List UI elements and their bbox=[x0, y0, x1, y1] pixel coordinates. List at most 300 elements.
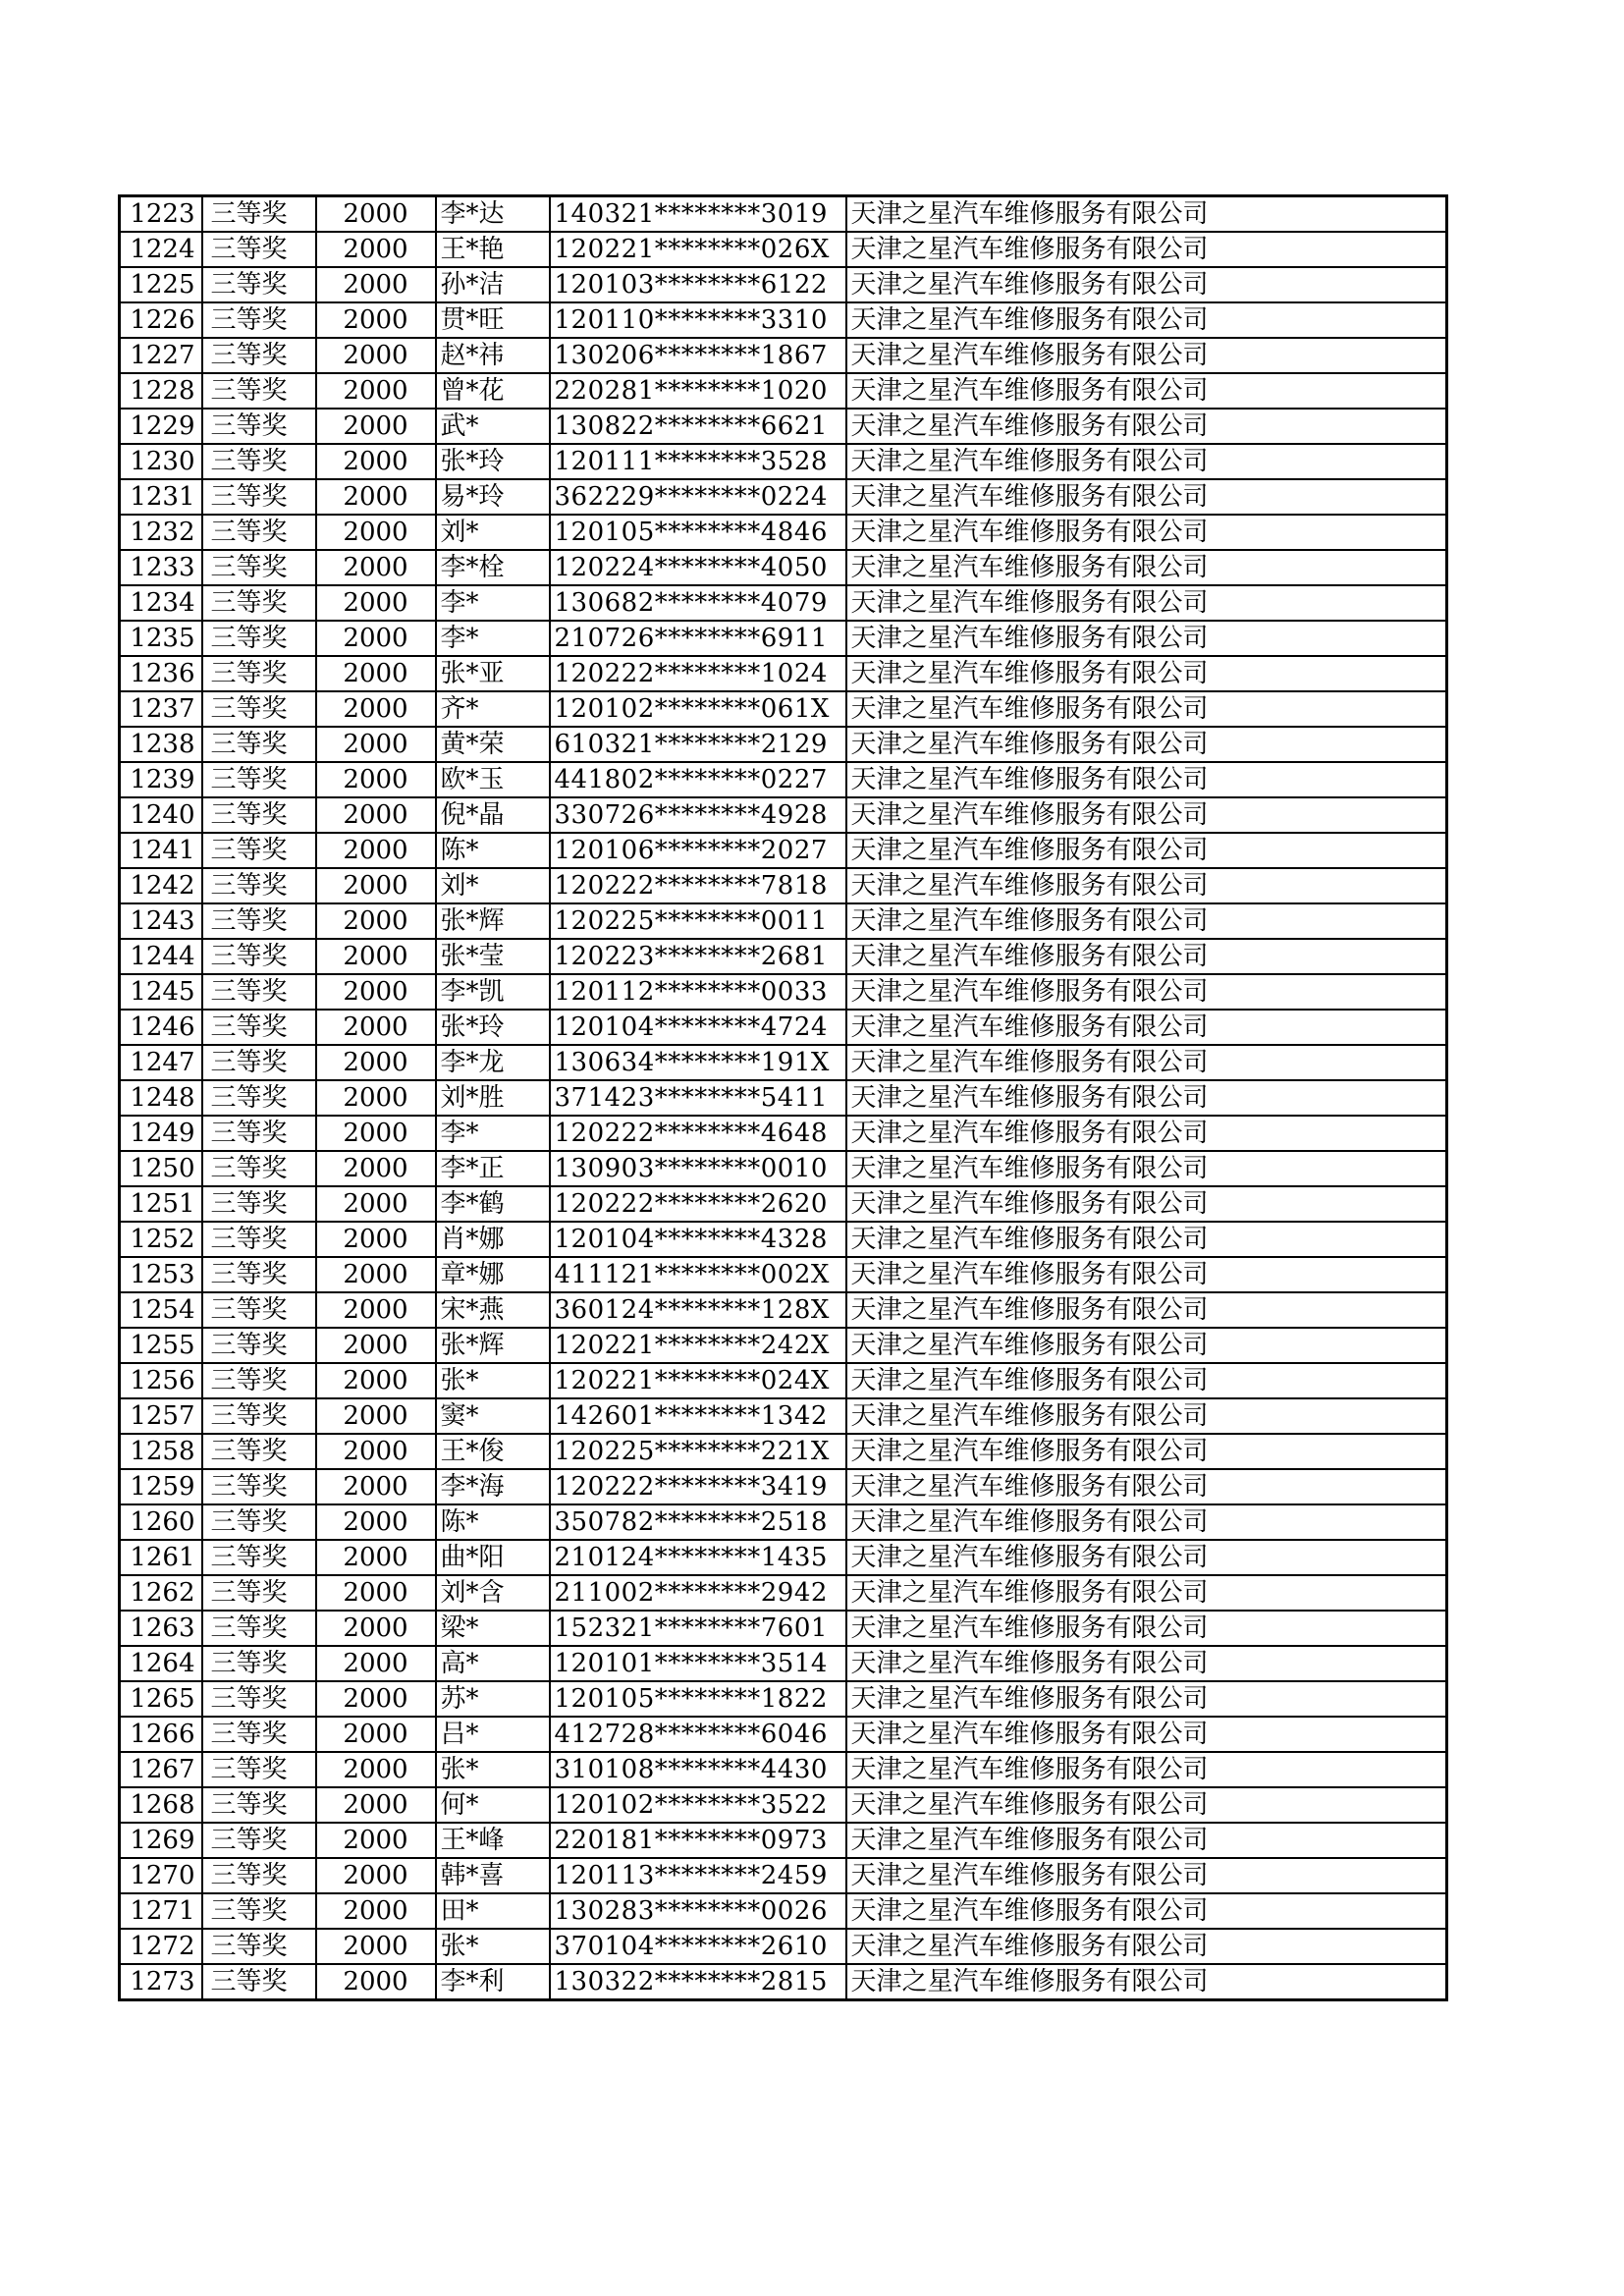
name-cell: 李*凯 bbox=[436, 974, 550, 1010]
amount-cell: 2000 bbox=[316, 1611, 436, 1646]
id-number-cell: 130634********191X bbox=[550, 1045, 846, 1080]
company-cell: 天津之星汽车维修服务有限公司 bbox=[846, 1787, 1447, 1823]
name-cell: 李* bbox=[436, 621, 550, 656]
award-level-cell: 三等奖 bbox=[202, 1222, 316, 1257]
id-number-cell: 220281********1020 bbox=[550, 373, 846, 409]
award-level-cell: 三等奖 bbox=[202, 868, 316, 903]
company-cell: 天津之星汽车维修服务有限公司 bbox=[846, 656, 1447, 691]
award-level-cell: 三等奖 bbox=[202, 479, 316, 515]
company-cell: 天津之星汽车维修服务有限公司 bbox=[846, 1363, 1447, 1398]
company-cell: 天津之星汽车维修服务有限公司 bbox=[846, 1257, 1447, 1292]
table-row bbox=[120, 1398, 1447, 1434]
id-number-cell: 370104********2610 bbox=[550, 1929, 846, 1964]
table-row bbox=[120, 232, 1447, 267]
id-number-cell: 120105********1822 bbox=[550, 1681, 846, 1717]
amount-cell: 2000 bbox=[316, 1964, 436, 2000]
award-level-cell: 三等奖 bbox=[202, 691, 316, 727]
name-cell: 韩*喜 bbox=[436, 1858, 550, 1893]
id-number-cell: 130903********0010 bbox=[550, 1151, 846, 1186]
row-number-cell: 1239 bbox=[120, 762, 202, 797]
name-cell: 刘* bbox=[436, 515, 550, 550]
award-level-cell: 三等奖 bbox=[202, 1611, 316, 1646]
name-cell: 王*艳 bbox=[436, 232, 550, 267]
table-row bbox=[120, 833, 1447, 868]
row-number-cell: 1229 bbox=[120, 409, 202, 444]
amount-cell: 2000 bbox=[316, 1540, 436, 1575]
award-level-cell: 三等奖 bbox=[202, 515, 316, 550]
row-number-cell: 1225 bbox=[120, 267, 202, 302]
award-level-cell: 三等奖 bbox=[202, 196, 316, 233]
id-number-cell: 130822********6621 bbox=[550, 409, 846, 444]
table-row bbox=[120, 1893, 1447, 1929]
company-cell: 天津之星汽车维修服务有限公司 bbox=[846, 1080, 1447, 1116]
id-number-cell: 610321********2129 bbox=[550, 727, 846, 762]
amount-cell: 2000 bbox=[316, 1363, 436, 1398]
table-row bbox=[120, 903, 1447, 939]
table-row bbox=[120, 727, 1447, 762]
amount-cell: 2000 bbox=[316, 1717, 436, 1752]
row-number-cell: 1234 bbox=[120, 585, 202, 621]
amount-cell: 2000 bbox=[316, 550, 436, 585]
award-level-cell: 三等奖 bbox=[202, 833, 316, 868]
name-cell: 贯*旺 bbox=[436, 302, 550, 338]
company-cell: 天津之星汽车维修服务有限公司 bbox=[846, 1540, 1447, 1575]
id-number-cell: 120222********7818 bbox=[550, 868, 846, 903]
name-cell: 肖*娜 bbox=[436, 1222, 550, 1257]
row-number-cell: 1238 bbox=[120, 727, 202, 762]
row-number-cell: 1255 bbox=[120, 1328, 202, 1363]
name-cell: 吕* bbox=[436, 1717, 550, 1752]
row-number-cell: 1250 bbox=[120, 1151, 202, 1186]
row-number-cell: 1254 bbox=[120, 1292, 202, 1328]
name-cell: 刘*含 bbox=[436, 1575, 550, 1611]
id-number-cell: 120225********221X bbox=[550, 1434, 846, 1469]
table-row bbox=[120, 1116, 1447, 1151]
award-level-cell: 三等奖 bbox=[202, 1186, 316, 1222]
table-row bbox=[120, 1964, 1447, 2000]
amount-cell: 2000 bbox=[316, 727, 436, 762]
amount-cell: 2000 bbox=[316, 373, 436, 409]
table-row bbox=[120, 1080, 1447, 1116]
amount-cell: 2000 bbox=[316, 1010, 436, 1045]
amount-cell: 2000 bbox=[316, 1222, 436, 1257]
id-number-cell: 120102********3522 bbox=[550, 1787, 846, 1823]
id-number-cell: 120225********0011 bbox=[550, 903, 846, 939]
award-level-cell: 三等奖 bbox=[202, 1292, 316, 1328]
name-cell: 李*达 bbox=[436, 196, 550, 233]
id-number-cell: 350782********2518 bbox=[550, 1504, 846, 1540]
row-number-cell: 1266 bbox=[120, 1717, 202, 1752]
company-cell: 天津之星汽车维修服务有限公司 bbox=[846, 409, 1447, 444]
table-row bbox=[120, 1151, 1447, 1186]
award-level-cell: 三等奖 bbox=[202, 1010, 316, 1045]
table-row bbox=[120, 444, 1447, 479]
winners-table bbox=[118, 194, 1448, 2001]
table-row bbox=[120, 585, 1447, 621]
company-cell: 天津之星汽车维修服务有限公司 bbox=[846, 1186, 1447, 1222]
table-row bbox=[120, 1858, 1447, 1893]
name-cell: 齐* bbox=[436, 691, 550, 727]
row-number-cell: 1273 bbox=[120, 1964, 202, 2000]
company-cell: 天津之星汽车维修服务有限公司 bbox=[846, 1752, 1447, 1787]
table-row bbox=[120, 1469, 1447, 1504]
award-level-cell: 三等奖 bbox=[202, 974, 316, 1010]
table-row bbox=[120, 1646, 1447, 1681]
award-level-cell: 三等奖 bbox=[202, 1116, 316, 1151]
table-row bbox=[120, 1681, 1447, 1717]
amount-cell: 2000 bbox=[316, 1434, 436, 1469]
name-cell: 窦* bbox=[436, 1398, 550, 1434]
id-number-cell: 120113********2459 bbox=[550, 1858, 846, 1893]
amount-cell: 2000 bbox=[316, 1292, 436, 1328]
award-level-cell: 三等奖 bbox=[202, 1151, 316, 1186]
row-number-cell: 1251 bbox=[120, 1186, 202, 1222]
company-cell: 天津之星汽车维修服务有限公司 bbox=[846, 833, 1447, 868]
award-level-cell: 三等奖 bbox=[202, 621, 316, 656]
company-cell: 天津之星汽车维修服务有限公司 bbox=[846, 1893, 1447, 1929]
row-number-cell: 1261 bbox=[120, 1540, 202, 1575]
row-number-cell: 1260 bbox=[120, 1504, 202, 1540]
company-cell: 天津之星汽车维修服务有限公司 bbox=[846, 1858, 1447, 1893]
award-level-cell: 三等奖 bbox=[202, 550, 316, 585]
amount-cell: 2000 bbox=[316, 1858, 436, 1893]
table-row bbox=[120, 1045, 1447, 1080]
row-number-cell: 1223 bbox=[120, 196, 202, 233]
row-number-cell: 1248 bbox=[120, 1080, 202, 1116]
id-number-cell: 120221********024X bbox=[550, 1363, 846, 1398]
award-level-cell: 三等奖 bbox=[202, 1717, 316, 1752]
id-number-cell: 130322********2815 bbox=[550, 1964, 846, 2000]
id-number-cell: 120221********242X bbox=[550, 1328, 846, 1363]
row-number-cell: 1241 bbox=[120, 833, 202, 868]
id-number-cell: 120222********2620 bbox=[550, 1186, 846, 1222]
company-cell: 天津之星汽车维修服务有限公司 bbox=[846, 1292, 1447, 1328]
amount-cell: 2000 bbox=[316, 656, 436, 691]
winners-table-body bbox=[120, 196, 1447, 2000]
name-cell: 张*亚 bbox=[436, 656, 550, 691]
row-number-cell: 1270 bbox=[120, 1858, 202, 1893]
award-level-cell: 三等奖 bbox=[202, 585, 316, 621]
id-number-cell: 120111********3528 bbox=[550, 444, 846, 479]
award-level-cell: 三等奖 bbox=[202, 1469, 316, 1504]
award-level-cell: 三等奖 bbox=[202, 1858, 316, 1893]
company-cell: 天津之星汽车维修服务有限公司 bbox=[846, 585, 1447, 621]
amount-cell: 2000 bbox=[316, 338, 436, 373]
company-cell: 天津之星汽车维修服务有限公司 bbox=[846, 515, 1447, 550]
award-level-cell: 三等奖 bbox=[202, 1398, 316, 1434]
table-row bbox=[120, 762, 1447, 797]
award-level-cell: 三等奖 bbox=[202, 1681, 316, 1717]
name-cell: 王*俊 bbox=[436, 1434, 550, 1469]
name-cell: 李*鹤 bbox=[436, 1186, 550, 1222]
name-cell: 李* bbox=[436, 1116, 550, 1151]
table-row bbox=[120, 974, 1447, 1010]
id-number-cell: 120112********0033 bbox=[550, 974, 846, 1010]
amount-cell: 2000 bbox=[316, 1257, 436, 1292]
table-row bbox=[120, 479, 1447, 515]
row-number-cell: 1263 bbox=[120, 1611, 202, 1646]
row-number-cell: 1231 bbox=[120, 479, 202, 515]
award-level-cell: 三等奖 bbox=[202, 1929, 316, 1964]
name-cell: 高* bbox=[436, 1646, 550, 1681]
company-cell: 天津之星汽车维修服务有限公司 bbox=[846, 1010, 1447, 1045]
table-row bbox=[120, 1292, 1447, 1328]
table-row bbox=[120, 621, 1447, 656]
table-row bbox=[120, 267, 1447, 302]
table-row bbox=[120, 656, 1447, 691]
amount-cell: 2000 bbox=[316, 1045, 436, 1080]
amount-cell: 2000 bbox=[316, 621, 436, 656]
name-cell: 李*栓 bbox=[436, 550, 550, 585]
name-cell: 李* bbox=[436, 585, 550, 621]
table-row bbox=[120, 515, 1447, 550]
row-number-cell: 1230 bbox=[120, 444, 202, 479]
amount-cell: 2000 bbox=[316, 1646, 436, 1681]
row-number-cell: 1243 bbox=[120, 903, 202, 939]
table-row bbox=[120, 1752, 1447, 1787]
id-number-cell: 441802********0227 bbox=[550, 762, 846, 797]
row-number-cell: 1271 bbox=[120, 1893, 202, 1929]
award-level-cell: 三等奖 bbox=[202, 656, 316, 691]
table-row bbox=[120, 1823, 1447, 1858]
award-level-cell: 三等奖 bbox=[202, 1504, 316, 1540]
id-number-cell: 120223********2681 bbox=[550, 939, 846, 974]
amount-cell: 2000 bbox=[316, 409, 436, 444]
company-cell: 天津之星汽车维修服务有限公司 bbox=[846, 550, 1447, 585]
id-number-cell: 120103********6122 bbox=[550, 267, 846, 302]
company-cell: 天津之星汽车维修服务有限公司 bbox=[846, 939, 1447, 974]
company-cell: 天津之星汽车维修服务有限公司 bbox=[846, 868, 1447, 903]
row-number-cell: 1264 bbox=[120, 1646, 202, 1681]
name-cell: 张* bbox=[436, 1752, 550, 1787]
name-cell: 倪*晶 bbox=[436, 797, 550, 833]
amount-cell: 2000 bbox=[316, 1116, 436, 1151]
company-cell: 天津之星汽车维修服务有限公司 bbox=[846, 232, 1447, 267]
amount-cell: 2000 bbox=[316, 797, 436, 833]
award-level-cell: 三等奖 bbox=[202, 939, 316, 974]
id-number-cell: 120105********4846 bbox=[550, 515, 846, 550]
amount-cell: 2000 bbox=[316, 1575, 436, 1611]
name-cell: 张* bbox=[436, 1929, 550, 1964]
name-cell: 梁* bbox=[436, 1611, 550, 1646]
name-cell: 赵*祎 bbox=[436, 338, 550, 373]
name-cell: 李*利 bbox=[436, 1964, 550, 2000]
id-number-cell: 210124********1435 bbox=[550, 1540, 846, 1575]
table-row bbox=[120, 691, 1447, 727]
id-number-cell: 371423********5411 bbox=[550, 1080, 846, 1116]
table-row bbox=[120, 1010, 1447, 1045]
amount-cell: 2000 bbox=[316, 1823, 436, 1858]
amount-cell: 2000 bbox=[316, 479, 436, 515]
name-cell: 刘* bbox=[436, 868, 550, 903]
name-cell: 孙*洁 bbox=[436, 267, 550, 302]
award-level-cell: 三等奖 bbox=[202, 1257, 316, 1292]
row-number-cell: 1253 bbox=[120, 1257, 202, 1292]
award-level-cell: 三等奖 bbox=[202, 727, 316, 762]
company-cell: 天津之星汽车维修服务有限公司 bbox=[846, 1434, 1447, 1469]
award-level-cell: 三等奖 bbox=[202, 1540, 316, 1575]
row-number-cell: 1244 bbox=[120, 939, 202, 974]
amount-cell: 2000 bbox=[316, 1398, 436, 1434]
award-level-cell: 三等奖 bbox=[202, 373, 316, 409]
row-number-cell: 1258 bbox=[120, 1434, 202, 1469]
table-row bbox=[120, 1717, 1447, 1752]
award-level-cell: 三等奖 bbox=[202, 1575, 316, 1611]
company-cell: 天津之星汽车维修服务有限公司 bbox=[846, 1222, 1447, 1257]
name-cell: 曲*阳 bbox=[436, 1540, 550, 1575]
award-level-cell: 三等奖 bbox=[202, 338, 316, 373]
name-cell: 张* bbox=[436, 1363, 550, 1398]
row-number-cell: 1242 bbox=[120, 868, 202, 903]
row-number-cell: 1265 bbox=[120, 1681, 202, 1717]
table-row bbox=[120, 939, 1447, 974]
id-number-cell: 120222********4648 bbox=[550, 1116, 846, 1151]
id-number-cell: 220181********0973 bbox=[550, 1823, 846, 1858]
row-number-cell: 1257 bbox=[120, 1398, 202, 1434]
row-number-cell: 1267 bbox=[120, 1752, 202, 1787]
amount-cell: 2000 bbox=[316, 974, 436, 1010]
table-row bbox=[120, 1540, 1447, 1575]
amount-cell: 2000 bbox=[316, 302, 436, 338]
company-cell: 天津之星汽车维修服务有限公司 bbox=[846, 1045, 1447, 1080]
name-cell: 何* bbox=[436, 1787, 550, 1823]
amount-cell: 2000 bbox=[316, 1893, 436, 1929]
table-row bbox=[120, 1434, 1447, 1469]
amount-cell: 2000 bbox=[316, 267, 436, 302]
company-cell: 天津之星汽车维修服务有限公司 bbox=[846, 1151, 1447, 1186]
table-row bbox=[120, 338, 1447, 373]
company-cell: 天津之星汽车维修服务有限公司 bbox=[846, 1681, 1447, 1717]
award-level-cell: 三等奖 bbox=[202, 267, 316, 302]
row-number-cell: 1256 bbox=[120, 1363, 202, 1398]
amount-cell: 2000 bbox=[316, 1929, 436, 1964]
amount-cell: 2000 bbox=[316, 691, 436, 727]
amount-cell: 2000 bbox=[316, 1787, 436, 1823]
award-level-cell: 三等奖 bbox=[202, 409, 316, 444]
company-cell: 天津之星汽车维修服务有限公司 bbox=[846, 974, 1447, 1010]
name-cell: 苏* bbox=[436, 1681, 550, 1717]
award-level-cell: 三等奖 bbox=[202, 797, 316, 833]
company-cell: 天津之星汽车维修服务有限公司 bbox=[846, 338, 1447, 373]
row-number-cell: 1262 bbox=[120, 1575, 202, 1611]
company-cell: 天津之星汽车维修服务有限公司 bbox=[846, 302, 1447, 338]
amount-cell: 2000 bbox=[316, 868, 436, 903]
id-number-cell: 211002********2942 bbox=[550, 1575, 846, 1611]
table-row bbox=[120, 1787, 1447, 1823]
id-number-cell: 130206********1867 bbox=[550, 338, 846, 373]
row-number-cell: 1233 bbox=[120, 550, 202, 585]
award-level-cell: 三等奖 bbox=[202, 1434, 316, 1469]
name-cell: 张*玲 bbox=[436, 1010, 550, 1045]
company-cell: 天津之星汽车维修服务有限公司 bbox=[846, 1611, 1447, 1646]
award-level-cell: 三等奖 bbox=[202, 1752, 316, 1787]
company-cell: 天津之星汽车维修服务有限公司 bbox=[846, 903, 1447, 939]
name-cell: 李*龙 bbox=[436, 1045, 550, 1080]
company-cell: 天津之星汽车维修服务有限公司 bbox=[846, 196, 1447, 233]
row-number-cell: 1228 bbox=[120, 373, 202, 409]
amount-cell: 2000 bbox=[316, 1681, 436, 1717]
company-cell: 天津之星汽车维修服务有限公司 bbox=[846, 1929, 1447, 1964]
award-level-cell: 三等奖 bbox=[202, 1328, 316, 1363]
table-row bbox=[120, 373, 1447, 409]
amount-cell: 2000 bbox=[316, 1151, 436, 1186]
row-number-cell: 1246 bbox=[120, 1010, 202, 1045]
award-level-cell: 三等奖 bbox=[202, 1045, 316, 1080]
id-number-cell: 362229********0224 bbox=[550, 479, 846, 515]
row-number-cell: 1272 bbox=[120, 1929, 202, 1964]
row-number-cell: 1237 bbox=[120, 691, 202, 727]
company-cell: 天津之星汽车维修服务有限公司 bbox=[846, 797, 1447, 833]
award-level-cell: 三等奖 bbox=[202, 444, 316, 479]
table-row bbox=[120, 1363, 1447, 1398]
id-number-cell: 310108********4430 bbox=[550, 1752, 846, 1787]
name-cell: 李*海 bbox=[436, 1469, 550, 1504]
award-level-cell: 三等奖 bbox=[202, 762, 316, 797]
company-cell: 天津之星汽车维修服务有限公司 bbox=[846, 1823, 1447, 1858]
company-cell: 天津之星汽车维修服务有限公司 bbox=[846, 1717, 1447, 1752]
company-cell: 天津之星汽车维修服务有限公司 bbox=[846, 691, 1447, 727]
company-cell: 天津之星汽车维修服务有限公司 bbox=[846, 1469, 1447, 1504]
name-cell: 黄*荣 bbox=[436, 727, 550, 762]
name-cell: 王*峰 bbox=[436, 1823, 550, 1858]
name-cell: 张*莹 bbox=[436, 939, 550, 974]
amount-cell: 2000 bbox=[316, 232, 436, 267]
row-number-cell: 1227 bbox=[120, 338, 202, 373]
table-row bbox=[120, 797, 1447, 833]
name-cell: 李*正 bbox=[436, 1151, 550, 1186]
row-number-cell: 1247 bbox=[120, 1045, 202, 1080]
id-number-cell: 130682********4079 bbox=[550, 585, 846, 621]
table-row bbox=[120, 1611, 1447, 1646]
row-number-cell: 1252 bbox=[120, 1222, 202, 1257]
amount-cell: 2000 bbox=[316, 444, 436, 479]
name-cell: 陈* bbox=[436, 1504, 550, 1540]
id-number-cell: 120106********2027 bbox=[550, 833, 846, 868]
amount-cell: 2000 bbox=[316, 762, 436, 797]
name-cell: 张*辉 bbox=[436, 903, 550, 939]
id-number-cell: 152321********7601 bbox=[550, 1611, 846, 1646]
award-level-cell: 三等奖 bbox=[202, 232, 316, 267]
row-number-cell: 1226 bbox=[120, 302, 202, 338]
table-row bbox=[120, 1328, 1447, 1363]
amount-cell: 2000 bbox=[316, 515, 436, 550]
row-number-cell: 1269 bbox=[120, 1823, 202, 1858]
award-level-cell: 三等奖 bbox=[202, 1787, 316, 1823]
row-number-cell: 1259 bbox=[120, 1469, 202, 1504]
amount-cell: 2000 bbox=[316, 1752, 436, 1787]
id-number-cell: 120104********4724 bbox=[550, 1010, 846, 1045]
table-row bbox=[120, 550, 1447, 585]
table-row bbox=[120, 1504, 1447, 1540]
id-number-cell: 120224********4050 bbox=[550, 550, 846, 585]
name-cell: 张*玲 bbox=[436, 444, 550, 479]
company-cell: 天津之星汽车维修服务有限公司 bbox=[846, 1398, 1447, 1434]
name-cell: 刘*胜 bbox=[436, 1080, 550, 1116]
id-number-cell: 120102********061X bbox=[550, 691, 846, 727]
award-level-cell: 三等奖 bbox=[202, 1823, 316, 1858]
id-number-cell: 360124********128X bbox=[550, 1292, 846, 1328]
company-cell: 天津之星汽车维修服务有限公司 bbox=[846, 373, 1447, 409]
award-level-cell: 三等奖 bbox=[202, 1080, 316, 1116]
id-number-cell: 120104********4328 bbox=[550, 1222, 846, 1257]
company-cell: 天津之星汽车维修服务有限公司 bbox=[846, 762, 1447, 797]
id-number-cell: 330726********4928 bbox=[550, 797, 846, 833]
amount-cell: 2000 bbox=[316, 1328, 436, 1363]
table-row bbox=[120, 868, 1447, 903]
table-row bbox=[120, 302, 1447, 338]
award-level-cell: 三等奖 bbox=[202, 903, 316, 939]
amount-cell: 2000 bbox=[316, 1469, 436, 1504]
